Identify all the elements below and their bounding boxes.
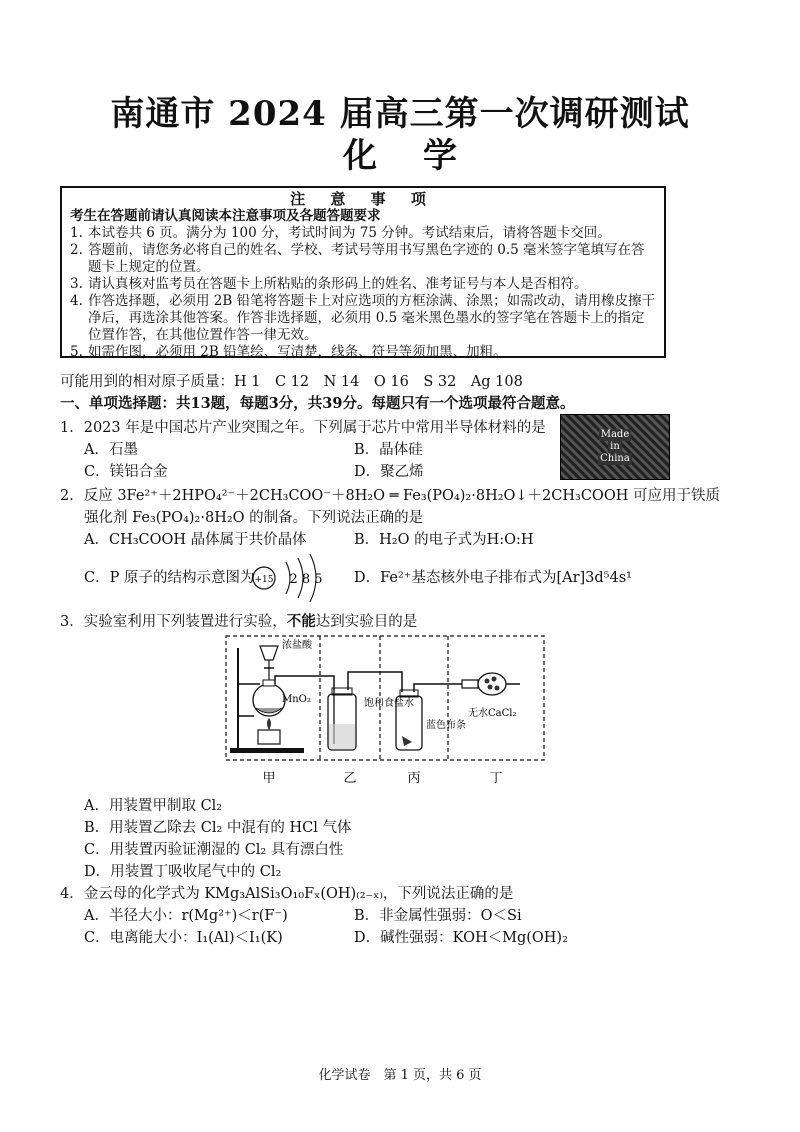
notice-item-num: 4.: [70, 293, 83, 309]
notice-item-num: 1.: [70, 225, 83, 241]
drying-tube: [462, 680, 478, 688]
notice-item: [70, 242, 656, 276]
q1-option-c: C．镁铝合金: [84, 464, 168, 480]
notice-item: [70, 276, 656, 293]
label-bing: 丙: [407, 771, 421, 786]
notice-subtitle: 考生在答题前请认真阅读本注意事项及各题答题要求: [70, 208, 381, 224]
notice-item-text: 答题前，请您务必将自己的姓名、学校、考试号等用书写黑色字迹的 0.5 毫米签字笔填写在答题卡上规定的位置。: [88, 242, 645, 275]
q2-option-c-text: C．P 原子的结构示意图为: [84, 570, 255, 586]
q2-stem-line2: 强化剂 Fe₃(PO₄)₂·8H₂O 的制备。下列说法正确的是: [84, 510, 424, 526]
chip-photo: [560, 414, 670, 480]
separatory-funnel: [260, 646, 278, 660]
label-cloth: 蓝色布条: [426, 720, 466, 731]
notice-item-num: 5.: [70, 344, 83, 360]
q3-option-a: A．用装置甲制取 Cl₂: [84, 798, 223, 814]
label-cacl2: 无水CaCl₂: [468, 708, 517, 719]
notice-item: [70, 293, 656, 344]
q2-option-c: [84, 568, 254, 588]
q1-option-d: D．聚乙烯: [354, 464, 424, 480]
q4-option-b: B．非金属性强弱：O＜Si: [354, 908, 522, 924]
page-title: 南通市 2024 届高三第一次调研测试: [110, 94, 690, 134]
shell-electrons: 2 8 5: [289, 572, 323, 587]
alcohol-lamp: [258, 730, 280, 744]
label-brine: 饱和食盐水: [364, 698, 414, 709]
q2-option-d: D．Fe²⁺基态核外电子排布式为[Ar]3d⁵4s¹: [354, 570, 632, 586]
q1-option-a: A．石墨: [84, 442, 138, 458]
q3-stem-emphasis: 不能: [286, 613, 316, 630]
notice-title: 注 意 事 项: [290, 190, 436, 208]
notice-item-num: 3.: [70, 276, 83, 292]
notice-item-text: 如需作图，必须用 2B 铅笔绘、写清楚，线条、符号等须加黑、加粗。: [88, 344, 507, 360]
notice-item-text: 本试卷共 6 页。满分为 100 分，考试时间为 75 分钟。考试结束后，请将答题卡交回。: [88, 225, 611, 241]
q2-option-a: A．CH₃COOH 晶体属于共价晶体: [84, 532, 307, 548]
atom-structure-diagram: [252, 552, 342, 604]
notice-item-text: 作答选择题，必须用 2B 铅笔将答题卡上对应选项的方框涂满、涂黑；如需改动，请用橡皮擦干净后，再选涂其他答案。作答非选择题，必须用 0.5 毫米黑色墨水的签字笔在答题卡上的指定位置作答，在其他位置作答一律无效。: [88, 293, 656, 343]
q2-stem-line1: 2．反应 3Fe²⁺＋2HPO₄²⁻＋2CH₃COO⁻＋8H₂O ═ Fe₃(PO₄)₂·8H₂O↓＋2CH₃COOH 可应用于铁质: [60, 488, 720, 504]
q3-stem: [60, 612, 417, 632]
apparatus-diagram: [224, 632, 550, 794]
atomic-masses: 可能用到的相对原子质量：H 1 C 12 N 14 O 16 S 32 Ag 108: [60, 374, 523, 390]
q3-option-c: C．用装置丙验证潮湿的 Cl₂ 具有漂白性: [84, 842, 344, 858]
q4-stem: 4．金云母的化学式为 KMg₃AlSi₃O₁₀Fₓ(OH)₍₂₋ₓ₎，下列说法正确的是: [60, 886, 514, 902]
q3-stem-suffix: 达到实验目的是: [315, 614, 418, 630]
label-mno2: MnO₂: [282, 694, 311, 705]
q3-option-d: D．用装置丁吸收尾气中的 Cl₂: [84, 864, 282, 880]
nucleus-label: +15: [254, 575, 274, 585]
q3-option-b: B．用装置乙除去 Cl₂ 中混有的 HCl 气体: [84, 820, 352, 836]
photo-text: Made: [600, 429, 630, 440]
section-heading: 一、单项选择题：共13题，每题3分，共39分。每题只有一个选项最符合题意。: [60, 395, 575, 412]
q3-stem-prefix: 3．实验室利用下列装置进行实验，: [60, 614, 287, 630]
q2-option-b: B．H₂O 的电子式为H:O:H: [354, 532, 534, 548]
q4-option-d: D．碱性强弱：KOH＜Mg(OH)₂: [354, 930, 568, 946]
notice-item-num: 2.: [70, 242, 83, 258]
label-yi: 乙: [343, 771, 357, 786]
photo-text: China: [600, 453, 630, 464]
photo-text: in: [610, 441, 620, 452]
label-hcl: 浓盐酸: [282, 640, 312, 651]
label-jia: 甲: [262, 771, 276, 786]
q1-stem: 1．2023 年是中国芯片产业突围之年。下列属于芯片中常用半导体材料的是: [60, 420, 546, 436]
q4-option-a: A．半径大小：r(Mg²⁺)＜r(F⁻): [84, 908, 288, 924]
q4-option-c: C．电离能大小：I₁(Al)＜I₁(K): [84, 930, 283, 946]
q1-option-b: B．晶体硅: [354, 442, 423, 458]
label-ding: 丁: [489, 771, 503, 786]
notice-item-text: 请认真核对监考员在答题卡上所粘贴的条形码上的姓名、准考证号与本人是否相符。: [88, 276, 588, 292]
subject-title: 化学: [343, 136, 503, 176]
page-footer: 化学试卷 第 1 页，共 6 页: [318, 1068, 482, 1083]
notice-box: [60, 186, 666, 358]
notice-item: [70, 225, 656, 242]
notice-item: [70, 344, 656, 361]
